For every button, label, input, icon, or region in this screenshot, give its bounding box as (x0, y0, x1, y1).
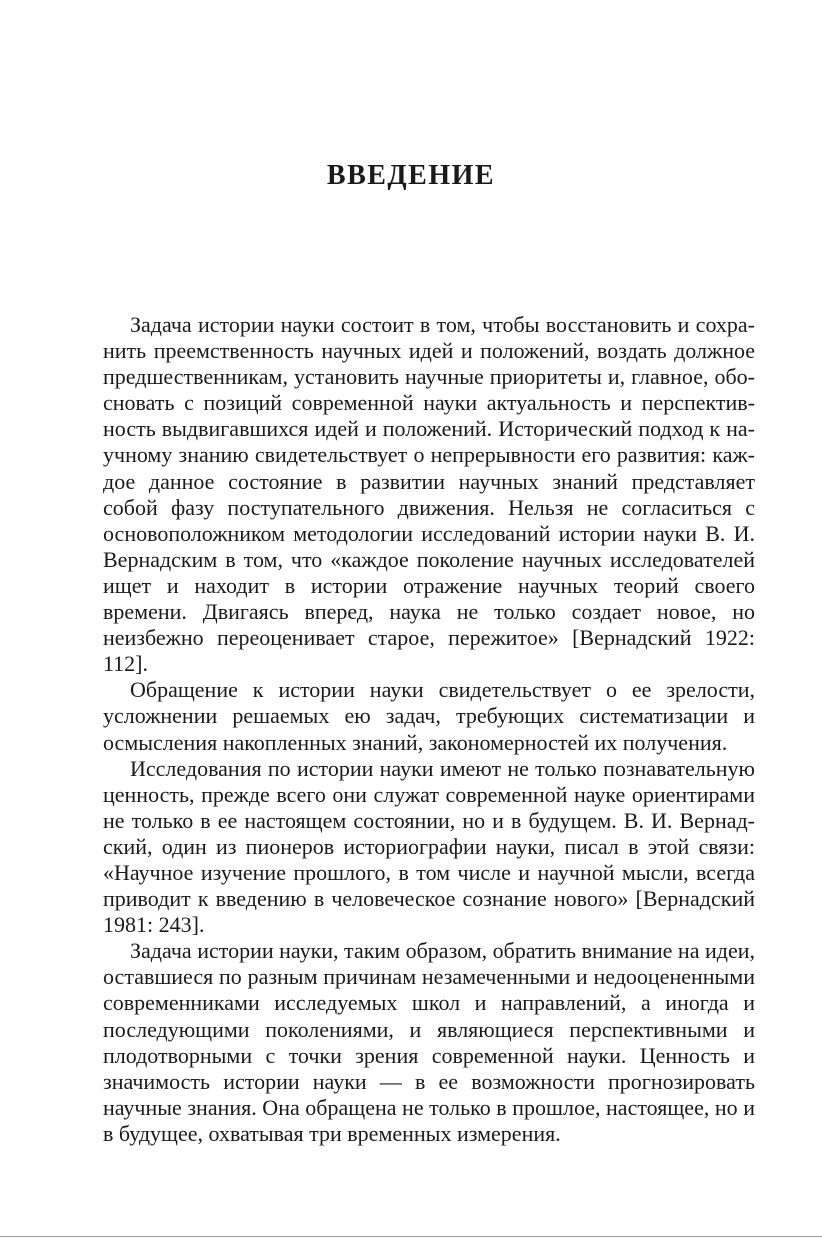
page-bottom-divider (0, 1236, 822, 1237)
page-title: ВВЕДЕНИЕ (326, 160, 496, 191)
body-text (103, 312, 755, 1147)
paragraph: Задача истории науки состоит в том, чтобы восстановить и сохранить преемственность научных идей и положений, воздать должное предшественникам, установить научные приоритеты и, главное, обосновать с позиций современной науки актуальность и перспективность выдвигавшихся идей и положений. Исторический подход к научному знанию свидетельствует о непрерывности его развития: каждое данное состояние в развитии научных знаний представляет собой фазу поступательного движения. Нельзя не согласиться с основоположником методологии исследований истории науки В. И. Вернадским в том, что «каждое поколение научных исследователей ищет и находит в истории отражение научных теорий своего времени. Двигаясь вперед, наука не только создает новое, но неизбежно переоценивает старое, пережитое» [Вернадский 1922: 112]. (103, 312, 755, 677)
paragraph: Задача истории науки, таким образом, обратить внимание на идеи, оставшиеся по разным причинам незамеченными и недооцененными современниками исследуемых школ и направлений, а иногда и последующими поколениями, и являющиеся перспективными и плодотворными с точки зрения современной науки. Ценность и значимость истории науки — в ее возможности прогнозировать научные знания. Она обращена не только в прошлое, настоящее, но и в будущее, охватывая три временных измерения. (103, 938, 755, 1146)
paragraph: Обращение к истории науки свидетельствует о ее зрелости, усложнении решаемых ею задач, требующих систематизации и осмысления накопленных знаний, закономерностей их получения. (103, 677, 755, 755)
paragraph: Исследования по истории науки имеют не только познавательную ценность, прежде всего они служат современной науке ориентирами не только в ее настоящем состоянии, но и в будущем. В. И. Вернадский, один из пионеров историографии науки, писал в этой связи: «Научное изучение прошлого, в том числе и научной мысли, всегда приводит к введению в человеческое сознание нового» [Вернадский 1981: 243]. (103, 755, 755, 938)
